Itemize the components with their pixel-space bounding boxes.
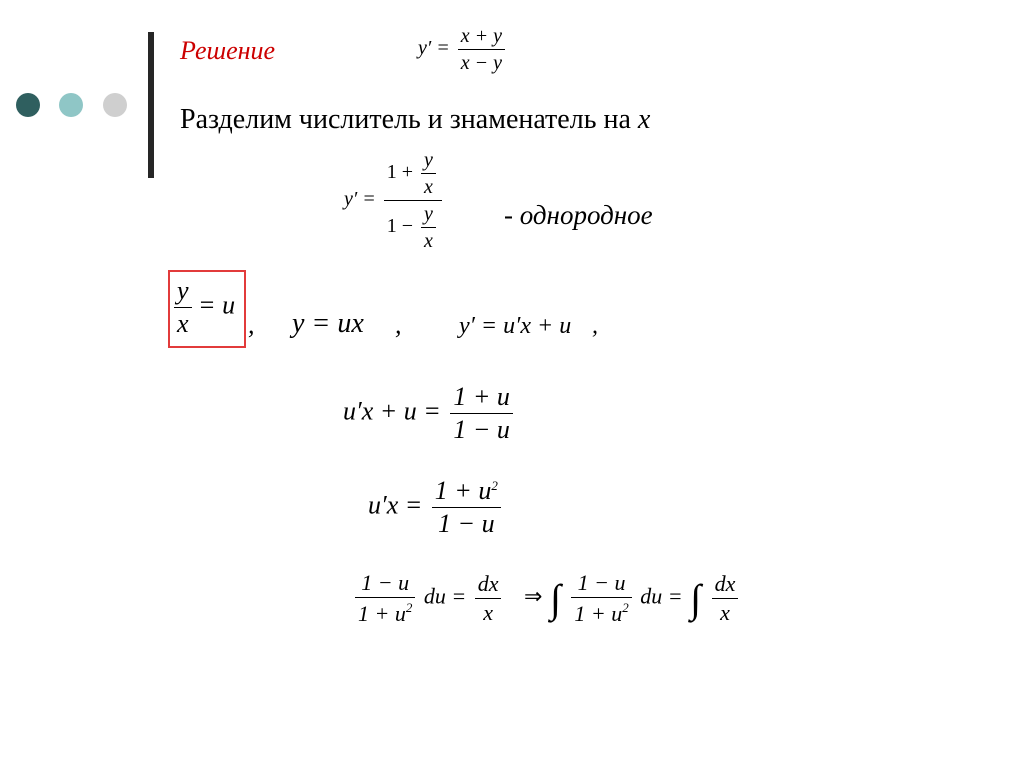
vertical-rule <box>148 32 154 178</box>
eq6-f1-num: 1 − u <box>361 570 410 595</box>
lead-text-var: x <box>637 104 651 135</box>
eq6-g2-num: dx <box>714 571 736 596</box>
equation-substituted <box>343 384 516 443</box>
integral-sign-left: ∫ <box>549 575 561 621</box>
equation-separated <box>352 572 504 625</box>
eq6-du: du = <box>423 583 467 609</box>
eq4-num: 1 + u <box>453 382 510 411</box>
eq2-outer-fraction <box>384 150 442 251</box>
sub-fraction <box>174 278 192 337</box>
eq4-lhs: u′x + u = <box>343 396 441 426</box>
eq6-g2-den: x <box>712 598 739 624</box>
eq1-den: x − y <box>458 49 505 73</box>
eq5-lhs: u′x = <box>368 490 423 520</box>
equation-original <box>418 26 508 73</box>
eq2-numerator <box>384 150 442 200</box>
sub-comma-2: , <box>395 310 402 339</box>
eq2-inner-x: x <box>421 173 436 197</box>
eq6-g1-num: 1 − u <box>577 570 626 595</box>
sub-rhs: = u <box>198 290 236 320</box>
eq6-f2-num: dx <box>477 571 499 596</box>
eq2-one-plus: 1 + <box>386 161 414 184</box>
eq6-f1-den-text: 1 + u <box>358 601 406 626</box>
eq4-fraction <box>450 384 513 443</box>
y-equals-ux: y = ux <box>292 308 364 339</box>
eq2-denominator <box>384 200 442 251</box>
decor-dot-teal <box>59 93 83 117</box>
homogeneous-label: - однородное <box>504 200 653 230</box>
eq5-num-sup: 2 <box>491 478 498 493</box>
equation-integrated <box>524 572 741 625</box>
slide-title: Решение <box>180 36 276 65</box>
eq1-fraction <box>458 26 505 73</box>
equation-divided <box>344 150 445 251</box>
integral-sign-right: ∫ <box>690 575 702 621</box>
eq6-g1-den-sup: 2 <box>622 600 629 615</box>
eq2-inner-den-fraction <box>421 204 436 251</box>
eq1-lhs: y′ = <box>418 37 450 60</box>
substitution-equation <box>174 278 235 337</box>
eq6-f1-den-sup: 2 <box>405 600 413 615</box>
eq5-num <box>432 478 501 507</box>
eq2-inner-y2: y <box>424 203 433 225</box>
eq6-f2-den: x <box>475 598 502 624</box>
eq6-f1-den <box>355 597 415 625</box>
eq2-lhs: y′ = <box>344 188 376 211</box>
sub-den: x <box>174 307 192 337</box>
eq5-fraction <box>432 478 501 537</box>
eq6-g1-den <box>571 597 631 625</box>
eq1-num: x + y <box>460 25 502 47</box>
eq6-du2: du = <box>640 583 683 609</box>
eq6-g1 <box>571 572 631 625</box>
eq2-inner-y: y <box>424 149 433 171</box>
decor-dot-grey <box>103 93 127 117</box>
eq6-g2 <box>712 573 739 624</box>
y-prime-equation: y′ = u′x + u <box>459 313 572 339</box>
sub-num: y <box>177 276 189 305</box>
lead-text-body: Разделим числитель и знаменатель на <box>180 104 631 135</box>
eq5-den: 1 − u <box>432 507 501 537</box>
implies-arrow: ⇒ <box>524 583 543 609</box>
sub-comma: , <box>248 310 255 339</box>
eq2-one-minus: 1 − <box>386 215 414 238</box>
eq5-num-text: 1 + u <box>434 476 492 505</box>
eq6-f1 <box>355 572 415 625</box>
eq2-inner-num-fraction <box>421 150 436 197</box>
equation-simplified <box>368 478 504 537</box>
eq6-f2 <box>475 573 502 624</box>
eq2-inner-x2: x <box>421 227 436 251</box>
lead-text <box>180 104 650 136</box>
sub-comma-3: , <box>592 313 598 339</box>
eq4-den: 1 − u <box>450 413 513 443</box>
decor-dot-dark <box>16 93 40 117</box>
eq6-g1-den-text: 1 + u <box>574 601 623 626</box>
